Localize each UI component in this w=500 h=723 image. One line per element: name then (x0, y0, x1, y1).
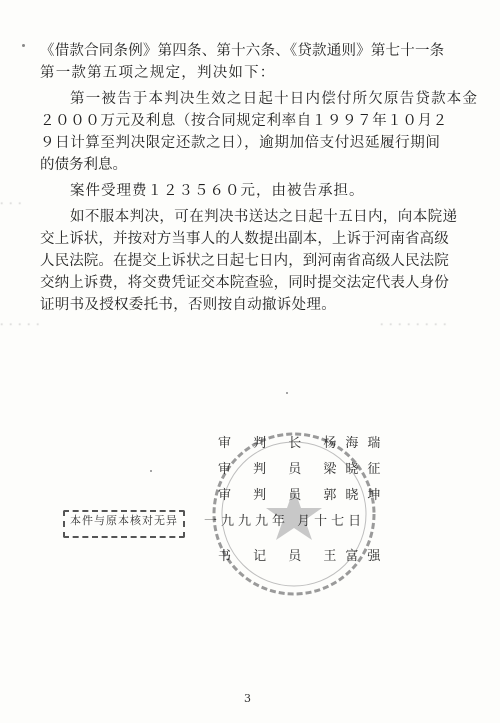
scan-speck (286, 392, 288, 394)
signature-judge-2: 审 判 员 郭晓坤 (218, 488, 390, 503)
scan-speck (150, 470, 152, 472)
body-line: ９日计算至判决限定还款之日），逾期加倍支付迟延履行期间 (40, 135, 441, 151)
bleed-through-mark: · · · · · (0, 318, 41, 331)
scan-speck (22, 44, 25, 47)
body-line: ２０００万元及利息（按合同规定利率自１９９７年１０月２ (40, 113, 448, 129)
body-line: 第一被告于本判决生效之日起十日内偿付所欠原告贷款本金 (70, 91, 479, 107)
body-line: 《借款合同条例》第四条、第十六条、《贷款通则》第七十一条 (40, 43, 445, 59)
bleed-through-mark: · · · (0, 197, 23, 210)
signature-clerk: 书 记 员 王富强 (218, 549, 390, 564)
body-line: 第一款第五项之规定，判决如下： (40, 65, 276, 81)
body-line: 人民法院。在提交上诉状之日起七日内，到河南省高级人民法院 (40, 253, 449, 269)
signature-presiding-judge: 审 判 长 杨海瑞 (218, 436, 390, 451)
verification-stamp-text: 本件与原本核对无异 (70, 514, 178, 527)
body-line: 证明书及授权委托书，否则按自动撤诉处理。 (40, 297, 336, 313)
body-line: 的债务利息。 (40, 157, 127, 173)
signature-judge-1: 审 判 员 梁晓征 (218, 462, 390, 477)
body-line: 交纳上诉费，将交费凭证交本院查验，同时提交法定代表人身份 (40, 275, 449, 291)
judgment-date: 一九九九年 月十七日 (204, 514, 366, 529)
bleed-through-mark: · · · · · · · · (380, 318, 448, 331)
body-line: 案件受理费１２３５６０元，由被告承担。 (70, 183, 365, 199)
body-line: 交上诉状，并按对方当事人的人数提出副本，上诉于河南省高级 (40, 231, 449, 247)
body-line: 如不服本判决，可在判决书送达之日起十五日内，向本院递 (70, 209, 458, 225)
page-number: 3 (244, 692, 251, 705)
